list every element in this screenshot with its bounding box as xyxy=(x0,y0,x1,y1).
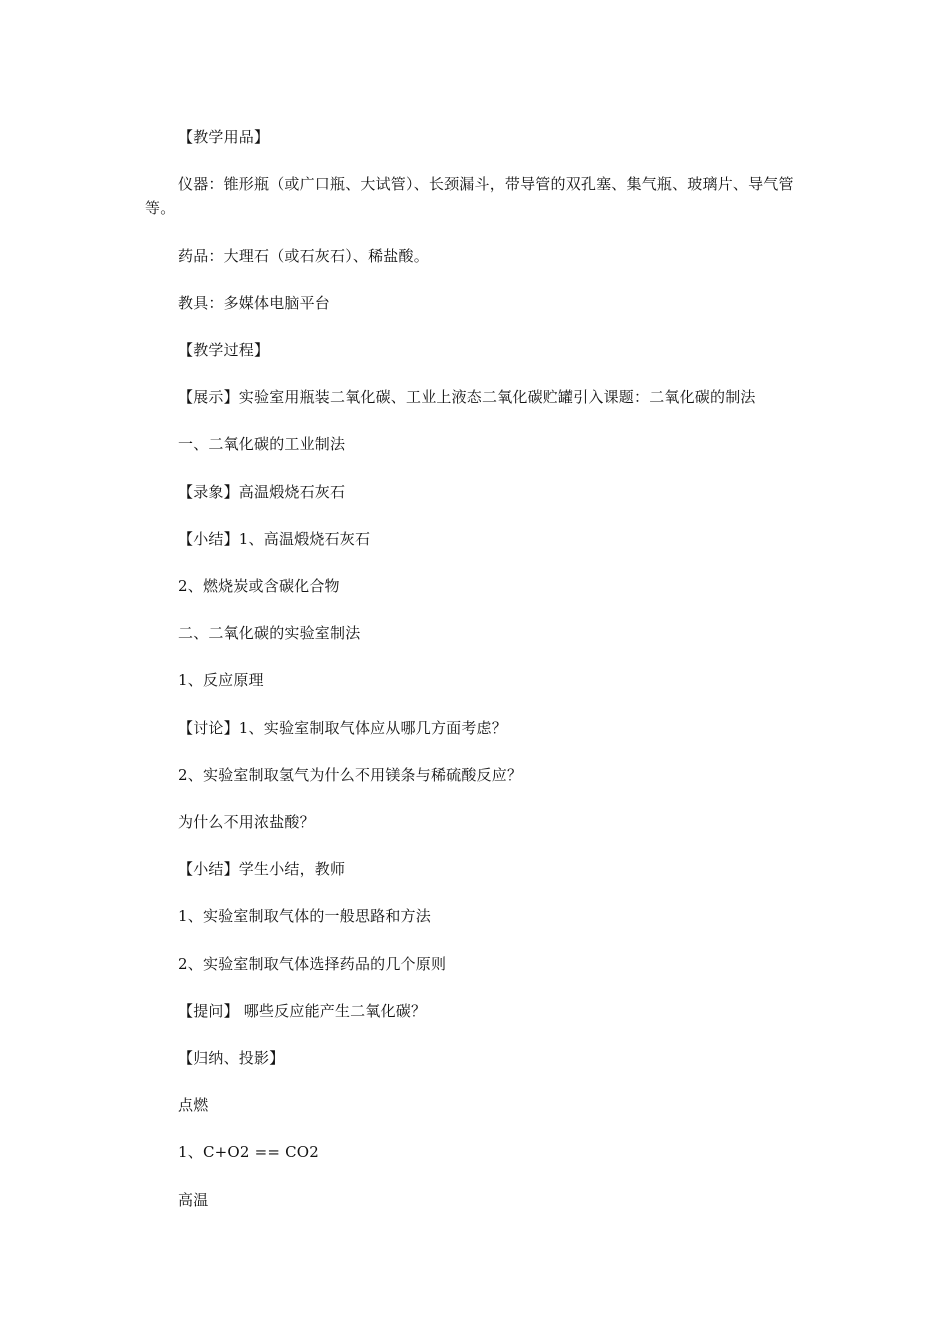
section-industrial-method: 一、二氧化碳的工业制法 xyxy=(178,435,346,453)
paragraph-teaching-aids: 教具：多媒体电脑平台 xyxy=(178,294,331,312)
paragraph-summary-1: 【小结】1、高温煅烧石灰石 xyxy=(178,530,371,548)
paragraph-reagent-principles: 2、实验室制取气体选择药品的几个原则 xyxy=(178,955,447,973)
heading-teaching-materials: 【教学用品】 xyxy=(178,128,270,146)
paragraph-video: 【录象】高温煅烧石灰石 xyxy=(178,483,346,501)
subsection-reaction-principle: 1、反应原理 xyxy=(178,671,264,689)
paragraph-condition-high-temp: 高温 xyxy=(178,1191,209,1209)
paragraph-reagents: 药品：大理石（或石灰石）、稀盐酸。 xyxy=(178,247,429,265)
paragraph-display: 【展示】实验室用瓶装二氧化碳、工业上液态二氧化碳贮罐引入课题：二氧化碳的制法 xyxy=(178,388,756,406)
paragraph-discussion-2: 2、实验室制取氢气为什么不用镁条与稀硫酸反应？ xyxy=(178,766,523,784)
paragraph-general-approach: 1、实验室制取气体的一般思路和方法 xyxy=(178,907,431,925)
paragraph-condition-ignite: 点燃 xyxy=(178,1096,209,1114)
heading-teaching-process: 【教学过程】 xyxy=(178,341,270,359)
paragraph-discussion-1: 【讨论】1、实验室制取气体应从哪几方面考虑？ xyxy=(178,719,507,737)
paragraph-equation-1: 1、C+O2 == CO2 xyxy=(178,1143,320,1161)
paragraph-summary-2: 2、燃烧炭或含碳化合物 xyxy=(178,577,340,595)
paragraph-induction: 【归纳、投影】 xyxy=(178,1049,285,1067)
paragraph-question: 【提问】 哪些反应能产生二氧化碳？ xyxy=(178,1002,427,1020)
section-lab-method: 二、二氧化碳的实验室制法 xyxy=(178,624,361,642)
paragraph-instruments: 仪器：锥形瓶（或广口瓶、大试管）、长颈漏斗，带导管的双孔塞、集气瓶、玻璃片、导气管等。 xyxy=(145,175,794,217)
paragraph-summary-students: 【小结】学生小结，教师 xyxy=(178,860,346,878)
paragraph-discussion-3: 为什么不用浓盐酸？ xyxy=(178,813,315,831)
